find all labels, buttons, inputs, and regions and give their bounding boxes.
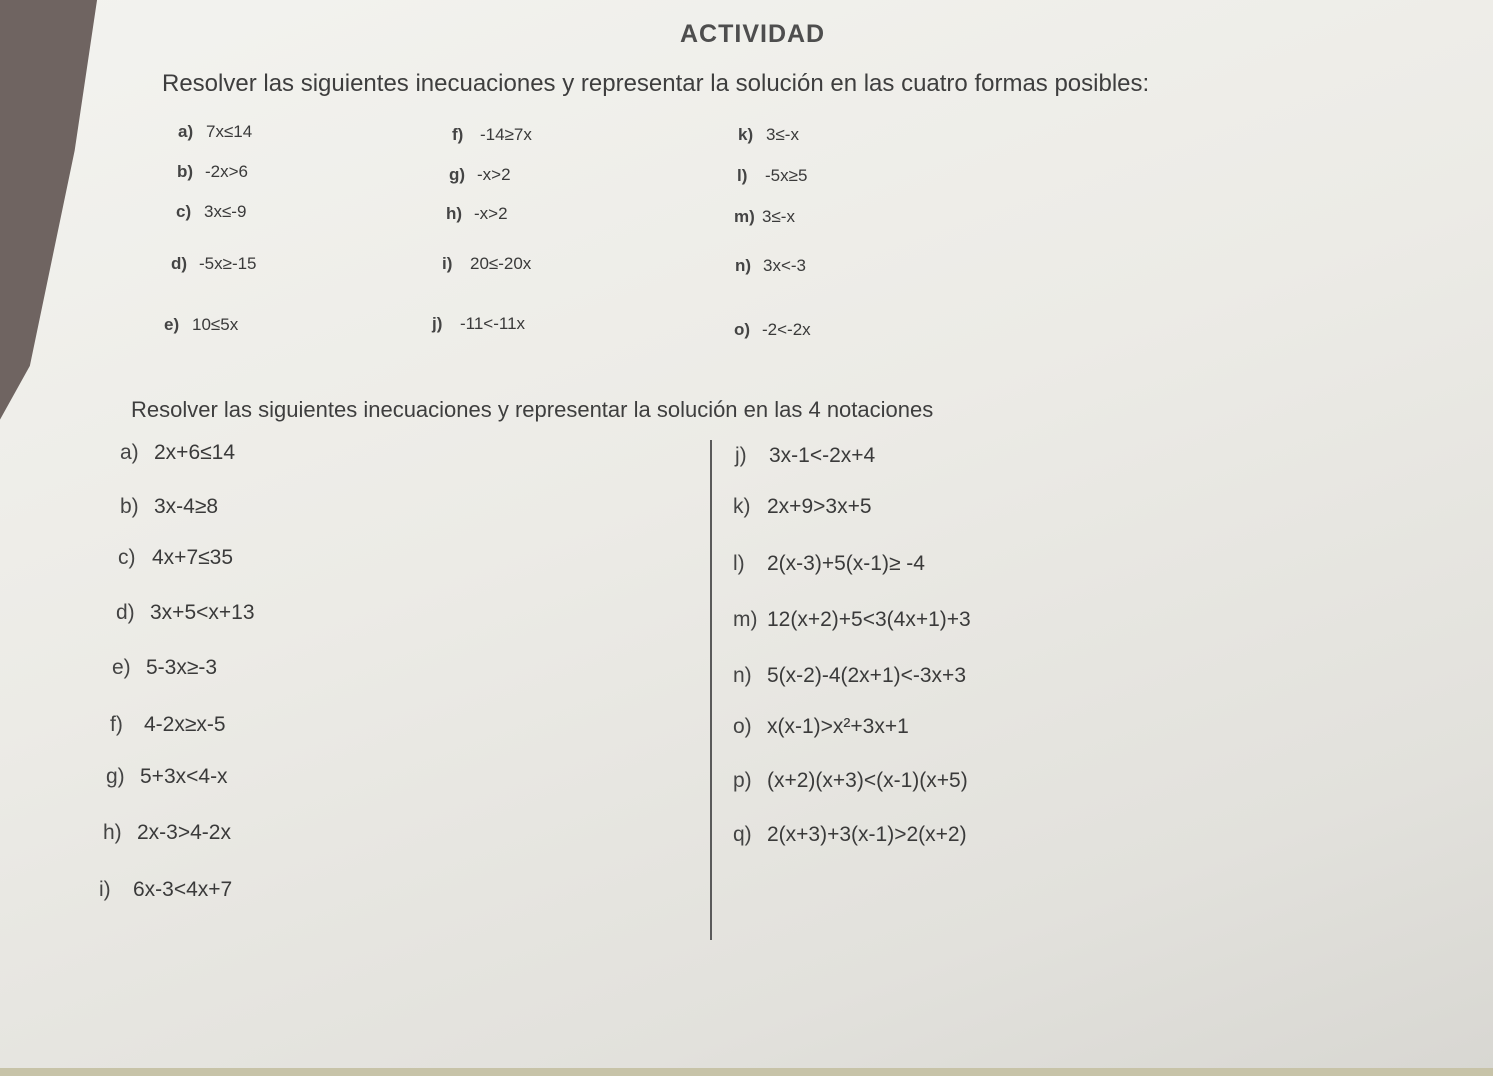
exercise-label: h) bbox=[446, 204, 463, 223]
exercise-expression: -14≥7x bbox=[480, 125, 532, 144]
exercise-item bbox=[733, 715, 909, 739]
exercise-expression: 3x≤-9 bbox=[204, 202, 247, 221]
exercise-label: f) bbox=[110, 713, 123, 736]
exercise-expression: 3≤-x bbox=[762, 207, 795, 226]
exercise-expression: -x>2 bbox=[474, 204, 508, 223]
exercise-item bbox=[99, 878, 232, 902]
exercise-item bbox=[176, 202, 246, 222]
exercise-item bbox=[734, 207, 795, 227]
exercise-expression: 4x+7≤35 bbox=[152, 546, 234, 569]
exercise-item bbox=[735, 256, 806, 276]
exercise-item bbox=[733, 608, 971, 632]
exercise-expression: 7x≤14 bbox=[206, 122, 253, 141]
exercise-label: o) bbox=[733, 715, 752, 738]
exercise-label: g) bbox=[449, 165, 466, 184]
exercise-expression: -x>2 bbox=[477, 165, 511, 184]
exercise-item bbox=[737, 166, 807, 186]
exercise-label: j) bbox=[432, 314, 443, 333]
exercise-expression: (x+2)(x+3)<(x-1)(x+5) bbox=[767, 769, 968, 792]
exercise-expression: 10≤5x bbox=[192, 315, 239, 334]
exercise-label: f) bbox=[452, 125, 464, 144]
exercise-item bbox=[446, 204, 508, 224]
exercise-item bbox=[432, 314, 525, 334]
exercise-item bbox=[452, 125, 532, 145]
exercise-item bbox=[733, 552, 925, 576]
exercise-expression: -11<-11x bbox=[460, 314, 526, 333]
exercise-label: i) bbox=[442, 254, 453, 273]
exercise-item bbox=[120, 495, 218, 519]
exercise-item bbox=[110, 713, 226, 737]
exercise-expression: 3x<-3 bbox=[763, 256, 806, 275]
exercise-item bbox=[442, 254, 531, 274]
exercise-label: e) bbox=[164, 315, 180, 334]
exercise-item bbox=[733, 664, 966, 688]
exercise-item bbox=[735, 444, 875, 468]
exercise-item bbox=[738, 125, 799, 145]
exercise-expression: -2<-2x bbox=[762, 320, 811, 339]
exercise-item bbox=[103, 821, 231, 845]
exercise-expression: 2(x+3)+3(x-1)>2(x+2) bbox=[767, 823, 967, 846]
exercise-expression: 3x-4≥8 bbox=[154, 495, 219, 518]
exercise-label: j) bbox=[735, 444, 747, 467]
exercise-label: i) bbox=[99, 878, 111, 901]
exercise-expression: 4-2x≥x-5 bbox=[144, 713, 226, 736]
exercise-expression: 2x-3>4-2x bbox=[137, 821, 231, 844]
column-divider bbox=[710, 440, 712, 940]
exercise-item bbox=[734, 320, 811, 340]
worksheet-title: ACTIVIDAD bbox=[680, 20, 826, 48]
exercise-label: m) bbox=[733, 608, 758, 631]
table-surface bbox=[0, 1068, 1493, 1076]
exercise-label: o) bbox=[734, 320, 751, 339]
exercise-item bbox=[178, 122, 252, 142]
exercise-expression: 2x+6≤14 bbox=[154, 441, 236, 464]
exercise-item bbox=[733, 495, 872, 519]
exercise-label: n) bbox=[735, 256, 752, 275]
exercise-expression: 6x-3<4x+7 bbox=[133, 878, 233, 901]
exercise-label: e) bbox=[112, 656, 131, 679]
exercise-expression: -5x≥-15 bbox=[199, 254, 257, 273]
exercise-label: k) bbox=[738, 125, 754, 144]
exercise-expression: 2(x-3)+5(x-1)≥ -4 bbox=[767, 552, 925, 575]
exercise-item bbox=[733, 769, 968, 793]
exercise-expression: 12(x+2)+5<3(4x+1)+3 bbox=[767, 608, 971, 631]
exercise-label: p) bbox=[733, 769, 752, 792]
exercise-expression: 3x+5<x+13 bbox=[150, 601, 255, 624]
exercise-label: q) bbox=[733, 823, 752, 846]
section1-instruction: Resolver las siguientes inecuaciones y representar la solución en las cuatro formas posibles: bbox=[162, 70, 1150, 97]
exercise-expression: 5-3x≥-3 bbox=[146, 656, 218, 679]
exercise-item bbox=[116, 601, 255, 625]
exercise-label: c) bbox=[118, 546, 136, 569]
exercise-label: l) bbox=[733, 552, 745, 575]
exercise-label: b) bbox=[120, 495, 139, 518]
exercise-item bbox=[112, 656, 217, 680]
exercise-item bbox=[177, 162, 248, 182]
exercise-expression: -5x≥5 bbox=[765, 166, 808, 185]
exercise-expression: 5+3x<4-x bbox=[140, 765, 228, 788]
exercise-label: a) bbox=[178, 122, 194, 141]
exercise-item bbox=[733, 823, 967, 847]
exercise-label: a) bbox=[120, 441, 139, 464]
exercise-expression: x(x-1)>x²+3x+1 bbox=[767, 715, 909, 738]
exercise-label: m) bbox=[734, 207, 755, 226]
exercise-item bbox=[171, 254, 257, 274]
exercise-label: c) bbox=[176, 202, 192, 221]
exercise-label: b) bbox=[177, 162, 194, 181]
exercise-item bbox=[449, 165, 511, 185]
exercise-label: g) bbox=[106, 765, 125, 788]
exercise-expression: 3≤-x bbox=[766, 125, 799, 144]
exercise-item bbox=[118, 546, 233, 570]
exercise-item bbox=[164, 315, 238, 335]
exercise-label: k) bbox=[733, 495, 751, 518]
exercise-expression: 2x+9>3x+5 bbox=[767, 495, 872, 518]
exercise-item bbox=[120, 441, 235, 465]
exercise-expression: 20≤-20x bbox=[470, 254, 532, 273]
exercise-label: d) bbox=[171, 254, 188, 273]
exercise-label: n) bbox=[733, 664, 752, 687]
section2-instruction: Resolver las siguientes inecuaciones y representar la solución en las 4 notaciones bbox=[131, 397, 934, 422]
exercise-label: d) bbox=[116, 601, 135, 624]
exercise-item bbox=[106, 765, 228, 789]
exercise-expression: -2x>6 bbox=[205, 162, 248, 181]
exercise-label: h) bbox=[103, 821, 122, 844]
exercise-expression: 3x-1<-2x+4 bbox=[769, 444, 876, 467]
exercise-expression: 5(x-2)-4(2x+1)<-3x+3 bbox=[767, 664, 966, 687]
exercise-label: l) bbox=[737, 166, 748, 185]
